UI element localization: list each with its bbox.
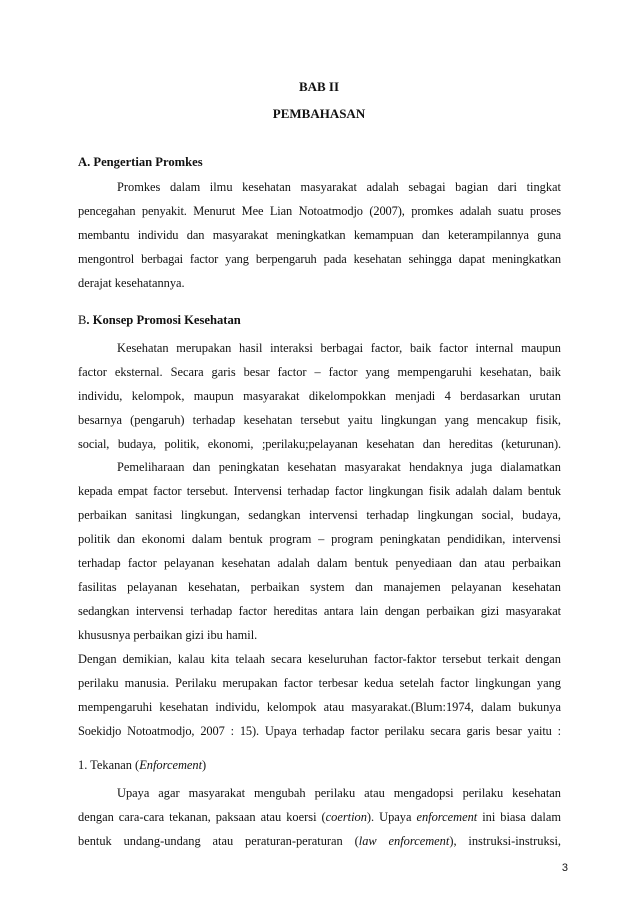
paragraph-3-line: Dengan demikian, kalau kita telaah secara keseluruhan factor-faktor tersebut terkait dengan [78, 652, 561, 666]
item-1-line: Upaya agar masyarakat mengubah perilaku atau mengadopsi perilaku kesehatan [117, 786, 561, 800]
item-1-line [78, 834, 561, 849]
paragraph-2-line: Pemeliharaan dan peningkatan kesehatan masyarakat hendaknya juga dialamatkan [117, 460, 561, 474]
paragraph-3-line: mempengaruhi kesehatan individu, kelompok atau masyarakat.(Blum:1974, dalam bukunya [78, 700, 561, 714]
item-1-text: ), instruksi-instruksi, [449, 834, 562, 848]
paragraph-2-line: kepada empat factor tersebut. Intervensi terhadap factor lingkungan fisik adalah dalam bentuk [78, 484, 561, 498]
item-1-text: ini biasa dalam [477, 810, 561, 824]
item-1-title-emphasis: Enforcement [139, 758, 203, 772]
item-1-title-suffix: ) [202, 758, 207, 772]
section-b-heading-letter: B [78, 313, 87, 327]
item-1-text: ). Upaya [366, 810, 417, 824]
section-a-line: derajat kesehatannya. [78, 276, 185, 290]
paragraph-2-line: khususnya perbaikan gizi ibu hamil. [78, 628, 258, 642]
section-a-line: pencegahan penyakit. Menurut Mee Lian Notoatmodjo (2007), promkes adalah suatu proses [78, 204, 561, 218]
section-a-line: membantu individu dan masyarakat meningkatkan kemampuan dan keterampilannya guna [78, 228, 561, 242]
section-a-line: mengontrol berbagai factor yang berpengaruh pada kesehatan sehingga dapat meningkatkan [78, 252, 561, 266]
page-number: 3 [561, 862, 568, 874]
item-1-emphasis: enforcement [416, 810, 478, 824]
paragraph-2-line: politik dan ekonomi dalam bentuk program – program peningkatan pendidikan, intervensi [78, 532, 561, 546]
item-1-title-prefix: 1. Tekanan ( [78, 758, 140, 772]
section-b-heading [78, 313, 561, 328]
paragraph-3-line: perilaku manusia. Perilaku merupakan factor terbesar kedua setelah factor lingkungan yang [78, 676, 561, 690]
paragraph-2-line: sedangkan intervensi terhadap factor hereditas antara lain dengan perbaikan gizi masyarakat [78, 604, 561, 618]
paragraph-1-line: besarnya (pengaruh) terhadap kesehatan tersebut yaitu lingkungan yang mencakup fisik, [78, 413, 561, 427]
paragraph-1-line: Kesehatan merupakan hasil interaksi berbagai factor, baik factor internal maupun [117, 341, 561, 355]
paragraph-3-line: Soekidjo Notoatmodjo, 2007 : 15). Upaya terhadap factor perilaku secara garis besar yaitu : [78, 724, 561, 738]
item-1-text: dengan cara-cara tekanan, paksaan atau koersi ( [78, 810, 326, 824]
section-a-heading: A. Pengertian Promkes [78, 155, 203, 169]
chapter-number: BAB II [298, 79, 340, 94]
section-b-heading-text: . Konsep Promosi Kesehatan [86, 313, 241, 327]
item-1-text: bentuk undang-undang atau peraturan-peraturan ( [78, 834, 359, 848]
paragraph-1-line: factor eksternal. Secara garis besar factor – factor yang mempengaruhi kesehatan, baik [78, 365, 561, 379]
item-1-emphasis: law enforcement [358, 834, 450, 848]
paragraph-2-line: perbaikan sanitasi lingkungan, sedangkan intervensi terhadap lingkungan social, budaya, [78, 508, 561, 522]
chapter-title: PEMBAHASAN [272, 106, 366, 121]
paragraph-1-line: social, budaya, politik, ekonomi, ;perilaku;pelayanan kesehatan dan hereditas (keturunan). [78, 437, 561, 451]
section-a-line: Promkes dalam ilmu kesehatan masyarakat adalah sebagai bagian dari tingkat [117, 180, 561, 194]
paragraph-1-line: individu, kelompok, maupun masyarakat dikelompokkan menjadi 4 berdasarkan urutan [78, 389, 561, 403]
item-1-emphasis: coertion [325, 810, 367, 824]
paragraph-2-line: terhadap factor pelayanan kesehatan adalah dalam bentuk penyediaan dan atau perbaikan [78, 556, 561, 570]
item-1-title [78, 758, 561, 773]
item-1-line [78, 810, 561, 825]
paragraph-2-line: fasilitas pelayanan kesehatan, perbaikan system dan manajemen pelayanan kesehatan [78, 580, 561, 594]
